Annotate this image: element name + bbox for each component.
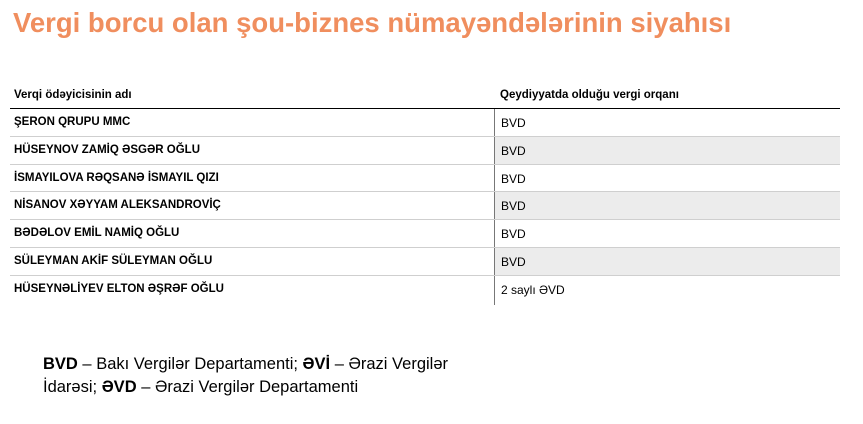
table-row xyxy=(10,109,840,137)
abbreviation-legend xyxy=(43,353,448,399)
table-row xyxy=(10,192,840,220)
tax-organ-value: BVD xyxy=(501,199,526,214)
taxpayer-name-cell: HÜSEYNOV ZAMİQ ƏSGƏR OĞLU xyxy=(14,143,201,156)
header-taxpayer-name: Verqi ödəyicisinin adı xyxy=(14,89,132,101)
table-row xyxy=(10,137,840,165)
tax-organ-cell xyxy=(494,137,840,164)
table-row xyxy=(10,165,840,193)
table-row xyxy=(10,248,840,276)
table-header xyxy=(10,86,840,109)
page-title: Vergi borcu olan şou-biznes nümayəndələrinin siyahısı xyxy=(13,7,732,38)
legend-abbr-evd: ƏVD xyxy=(101,378,137,396)
legend-abbr-evi: ƏVİ xyxy=(302,355,331,373)
taxpayer-name-cell: HÜSEYNƏLİYEV ELTON ƏŞRƏF OĞLU xyxy=(14,282,224,295)
tax-organ-cell xyxy=(494,248,840,275)
tax-organ-cell xyxy=(494,165,840,192)
legend-text-evd: – Ərazi Vergilər Departamenti xyxy=(136,378,359,396)
legend-abbr-bvd: BVD xyxy=(43,355,78,373)
tax-debtors-table xyxy=(10,86,840,304)
table-body xyxy=(10,109,840,304)
taxpayer-name-cell: İSMAYILOVA RƏQSANƏ İSMAYIL QIZI xyxy=(14,171,219,184)
tax-organ-value: BVD xyxy=(501,116,526,130)
tax-organ-cell xyxy=(494,220,840,247)
tax-organ-value: BVD xyxy=(501,227,526,242)
table-row xyxy=(10,220,840,248)
legend-text-bvd: – Bakı Vergilər Departamenti; xyxy=(77,355,303,373)
legend-text-evi-cont: İdarəsi; xyxy=(43,378,102,396)
tax-organ-value: BVD xyxy=(501,171,526,186)
taxpayer-name-cell: NİSANOV XƏYYAM ALEKSANDROVİÇ xyxy=(14,199,221,212)
taxpayer-name-cell: BƏDƏLOV EMİL NAMİQ OĞLU xyxy=(14,227,180,240)
tax-organ-value: 2 saylı ƏVD xyxy=(501,282,565,297)
legend-text-evi: – Ərazi Vergilər xyxy=(330,355,449,373)
header-tax-organ: Qeydiyyatda olduğu vergi orqanı xyxy=(500,89,679,101)
tax-organ-cell xyxy=(494,109,840,136)
tax-organ-value: BVD xyxy=(501,254,526,269)
taxpayer-name-cell: ŞERON QRUPU MMC xyxy=(14,116,131,128)
tax-organ-value: BVD xyxy=(501,143,526,158)
taxpayer-name-cell: SÜLEYMAN AKİF SÜLEYMAN OĞLU xyxy=(14,254,213,267)
table-row xyxy=(10,276,840,304)
tax-organ-cell xyxy=(494,276,840,305)
tax-organ-cell xyxy=(494,192,840,219)
